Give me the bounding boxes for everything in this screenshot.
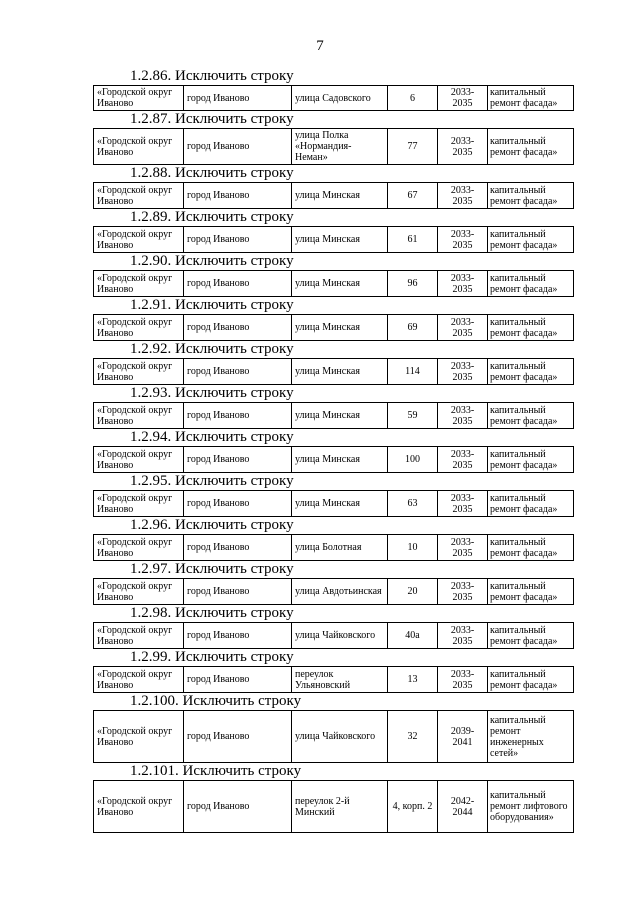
street-cell: улица Минская: [292, 227, 388, 253]
years-cell: 2033-2035: [438, 579, 488, 605]
amendment-heading: 1.2.92. Исключить строку: [130, 341, 294, 357]
house-number-cell: 67: [388, 183, 438, 209]
years-cell: 2033-2035: [438, 86, 488, 111]
amendment-entry: [93, 649, 573, 693]
amendment-heading: 1.2.86. Исключить строку: [130, 68, 294, 84]
street-cell: улица Минская: [292, 271, 388, 297]
house-number-cell: 63: [388, 491, 438, 517]
work-type-cell: капитальный ремонт фасада»: [488, 359, 574, 385]
street-cell: улица Минская: [292, 315, 388, 341]
district-cell: «Городской округ Иваново: [94, 271, 184, 297]
amendment-entry: [93, 68, 573, 111]
years-cell: 2033-2035: [438, 271, 488, 297]
amendment-entry: [93, 605, 573, 649]
amendment-heading: 1.2.93. Исключить строку: [130, 385, 294, 401]
table-row: [94, 403, 574, 429]
work-type-cell: капитальный ремонт фасада»: [488, 129, 574, 165]
amendment-table: [93, 270, 574, 297]
work-type-cell: капитальный ремонт лифтового оборудования»: [488, 781, 574, 833]
amendment-table: [93, 128, 574, 165]
amendment-table: [93, 182, 574, 209]
house-number-cell: 77: [388, 129, 438, 165]
years-cell: 2033-2035: [438, 227, 488, 253]
amendment-table: [93, 622, 574, 649]
table-row: [94, 711, 574, 763]
table-row: [94, 491, 574, 517]
table-row: [94, 129, 574, 165]
house-number-cell: 114: [388, 359, 438, 385]
city-cell: город Иваново: [184, 491, 292, 517]
district-cell: «Городской округ Иваново: [94, 227, 184, 253]
page-number: 7: [316, 38, 324, 54]
amendment-entry: [93, 763, 573, 833]
work-type-cell: капитальный ремонт фасада»: [488, 667, 574, 693]
table-row: [94, 359, 574, 385]
amendment-table: [93, 578, 574, 605]
city-cell: город Иваново: [184, 711, 292, 763]
city-cell: город Иваново: [184, 623, 292, 649]
city-cell: город Иваново: [184, 781, 292, 833]
street-cell: улица Минская: [292, 183, 388, 209]
city-cell: город Иваново: [184, 129, 292, 165]
amendment-heading: 1.2.88. Исключить строку: [130, 165, 294, 181]
amendment-heading: 1.2.90. Исключить строку: [130, 253, 294, 269]
work-type-cell: капитальный ремонт фасада»: [488, 183, 574, 209]
city-cell: город Иваново: [184, 403, 292, 429]
house-number-cell: 10: [388, 535, 438, 561]
years-cell: 2033-2035: [438, 623, 488, 649]
district-cell: «Городской округ Иваново: [94, 447, 184, 473]
district-cell: «Городской округ Иваново: [94, 711, 184, 763]
table-row: [94, 86, 574, 111]
amendment-entry: [93, 561, 573, 605]
amendment-heading: 1.2.96. Исключить строку: [130, 517, 294, 533]
work-type-cell: капитальный ремонт фасада»: [488, 491, 574, 517]
house-number-cell: 40а: [388, 623, 438, 649]
district-cell: «Городской округ Иваново: [94, 667, 184, 693]
years-cell: 2033-2035: [438, 183, 488, 209]
years-cell: 2033-2035: [438, 447, 488, 473]
table-row: [94, 227, 574, 253]
work-type-cell: капитальный ремонт фасада»: [488, 403, 574, 429]
work-type-cell: капитальный ремонт фасада»: [488, 86, 574, 111]
amendment-heading: 1.2.99. Исключить строку: [130, 649, 294, 665]
city-cell: город Иваново: [184, 271, 292, 297]
house-number-cell: 61: [388, 227, 438, 253]
city-cell: город Иваново: [184, 86, 292, 111]
years-cell: 2039-2041: [438, 711, 488, 763]
table-row: [94, 781, 574, 833]
house-number-cell: 13: [388, 667, 438, 693]
amendment-entry: [93, 429, 573, 473]
amendment-table: [93, 446, 574, 473]
house-number-cell: 20: [388, 579, 438, 605]
amendment-entry: [93, 111, 573, 165]
table-row: [94, 579, 574, 605]
amendment-heading: 1.2.87. Исключить строку: [130, 111, 294, 127]
district-cell: «Городской округ Иваново: [94, 781, 184, 833]
city-cell: город Иваново: [184, 183, 292, 209]
street-cell: улица Болотная: [292, 535, 388, 561]
house-number-cell: 59: [388, 403, 438, 429]
work-type-cell: капитальный ремонт фасада»: [488, 623, 574, 649]
district-cell: «Городской округ Иваново: [94, 129, 184, 165]
amendment-heading: 1.2.94. Исключить строку: [130, 429, 294, 445]
city-cell: город Иваново: [184, 227, 292, 253]
district-cell: «Городской округ Иваново: [94, 315, 184, 341]
amendment-heading: 1.2.98. Исключить строку: [130, 605, 294, 621]
street-cell: улица Полка «Нормандия-Неман»: [292, 129, 388, 165]
years-cell: 2033-2035: [438, 667, 488, 693]
years-cell: 2033-2035: [438, 535, 488, 561]
amendment-entry: [93, 473, 573, 517]
work-type-cell: капитальный ремонт фасада»: [488, 579, 574, 605]
amendment-table: [93, 358, 574, 385]
city-cell: город Иваново: [184, 447, 292, 473]
years-cell: 2033-2035: [438, 129, 488, 165]
amendment-heading: 1.2.100. Исключить строку: [130, 693, 302, 709]
years-cell: 2033-2035: [438, 359, 488, 385]
work-type-cell: капитальный ремонт фасада»: [488, 271, 574, 297]
city-cell: город Иваново: [184, 579, 292, 605]
amendment-table: [93, 780, 574, 833]
amendment-table: [93, 710, 574, 763]
district-cell: «Городской округ Иваново: [94, 623, 184, 649]
street-cell: улица Садовского: [292, 86, 388, 111]
house-number-cell: 96: [388, 271, 438, 297]
table-row: [94, 667, 574, 693]
street-cell: улица Чайковского: [292, 711, 388, 763]
amendment-entry: [93, 385, 573, 429]
amendment-table: [93, 490, 574, 517]
work-type-cell: капитальный ремонт фасада»: [488, 227, 574, 253]
street-cell: улица Чайковского: [292, 623, 388, 649]
work-type-cell: капитальный ремонт фасада»: [488, 315, 574, 341]
street-cell: переулок Ульяновский: [292, 667, 388, 693]
amendment-entry: [93, 165, 573, 209]
years-cell: 2033-2035: [438, 491, 488, 517]
years-cell: 2042-2044: [438, 781, 488, 833]
city-cell: город Иваново: [184, 535, 292, 561]
amendment-heading: 1.2.101. Исключить строку: [130, 763, 302, 779]
table-row: [94, 447, 574, 473]
street-cell: улица Авдотьинская: [292, 579, 388, 605]
house-number-cell: 100: [388, 447, 438, 473]
amendment-heading: 1.2.91. Исключить строку: [130, 297, 294, 313]
amendment-entry: [93, 209, 573, 253]
amendment-table: [93, 85, 574, 111]
work-type-cell: капитальный ремонт инженерных сетей»: [488, 711, 574, 763]
amendment-heading: 1.2.89. Исключить строку: [130, 209, 294, 225]
district-cell: «Городской округ Иваново: [94, 535, 184, 561]
years-cell: 2033-2035: [438, 315, 488, 341]
amendment-heading: 1.2.97. Исключить строку: [130, 561, 294, 577]
amendment-entry: [93, 341, 573, 385]
amendment-table: [93, 226, 574, 253]
city-cell: город Иваново: [184, 315, 292, 341]
work-type-cell: капитальный ремонт фасада»: [488, 535, 574, 561]
table-row: [94, 271, 574, 297]
table-row: [94, 183, 574, 209]
amendment-entry: [93, 253, 573, 297]
city-cell: город Иваново: [184, 667, 292, 693]
table-row: [94, 535, 574, 561]
amendment-table: [93, 666, 574, 693]
amendment-heading: 1.2.95. Исключить строку: [130, 473, 294, 489]
street-cell: улица Минская: [292, 403, 388, 429]
house-number-cell: 32: [388, 711, 438, 763]
house-number-cell: 4, корп. 2: [388, 781, 438, 833]
amendment-table: [93, 402, 574, 429]
street-cell: улица Минская: [292, 447, 388, 473]
amendment-entry: [93, 297, 573, 341]
amendment-entry: [93, 517, 573, 561]
table-row: [94, 623, 574, 649]
district-cell: «Городской округ Иваново: [94, 491, 184, 517]
years-cell: 2033-2035: [438, 403, 488, 429]
amendment-table: [93, 534, 574, 561]
district-cell: «Городской округ Иваново: [94, 183, 184, 209]
house-number-cell: 6: [388, 86, 438, 111]
street-cell: улица Минская: [292, 359, 388, 385]
house-number-cell: 69: [388, 315, 438, 341]
street-cell: улица Минская: [292, 491, 388, 517]
amendment-entry: [93, 693, 573, 763]
district-cell: «Городской округ Иваново: [94, 579, 184, 605]
table-row: [94, 315, 574, 341]
district-cell: «Городской округ Иваново: [94, 359, 184, 385]
street-cell: переулок 2-й Минский: [292, 781, 388, 833]
district-cell: «Городской округ Иваново: [94, 86, 184, 111]
district-cell: «Городской округ Иваново: [94, 403, 184, 429]
work-type-cell: капитальный ремонт фасада»: [488, 447, 574, 473]
amendment-table: [93, 314, 574, 341]
city-cell: город Иваново: [184, 359, 292, 385]
document-body: [93, 68, 573, 833]
